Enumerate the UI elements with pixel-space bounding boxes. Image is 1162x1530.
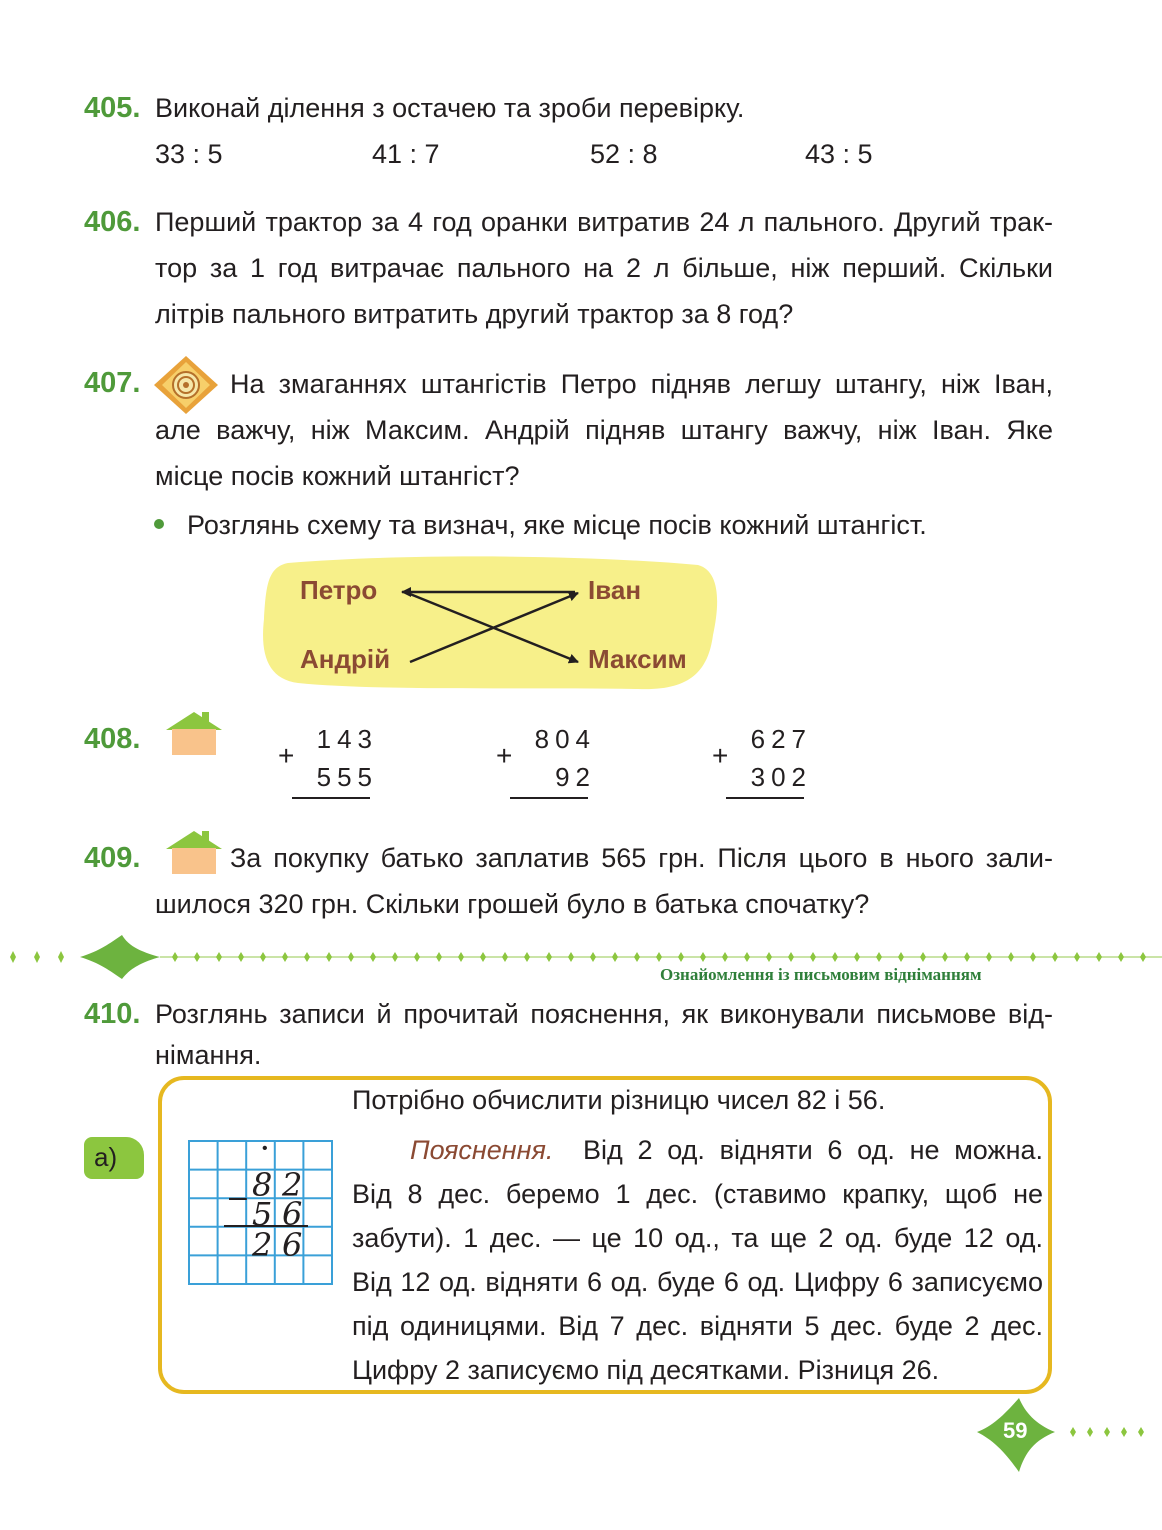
sum-addend: 627 [750,724,812,754]
task-410-number: 410. [84,998,141,1030]
plus-sign: + [278,740,295,771]
task-407-number: 407. [84,367,141,399]
sum-addend: 302 [750,762,812,792]
task-407-line: місце посів кожний штангіст? [155,461,520,491]
scheme-arrows [380,570,600,680]
sum-addend: 143 [316,724,378,754]
explanation-line: під одиницями. Від 7 дес. відняти 5 дес. буде 2 дес. [352,1311,1043,1341]
task-408-number: 408. [84,723,141,755]
sum-addend: 804 [534,724,596,754]
minuend-digit: 2 [282,1166,303,1204]
task-409-number: 409. [84,842,141,874]
house-icon [166,829,222,875]
scheme-label-maksym: Максим [588,644,687,674]
task-406-line: Перший трактор за 4 год оранки витратив 24 л пального. Другий трак- [155,207,1053,237]
explanation-label: Пояснення. [410,1135,554,1165]
borrow-dot: • [262,1140,268,1157]
task-407-line: але важчу, ніж Максим. Андрій підняв штангу важчу, ніж Іван. Яке [155,415,1053,445]
task-409-line: шилося 320 грн. Скільки грошей було в батька спочатку? [155,889,870,919]
task-405-example: 43 : 5 [805,139,873,169]
result-digit: 6 [282,1226,303,1264]
box-title: Потрібно обчислити різницю чисел 82 і 56. [352,1085,886,1115]
task-405-example: 41 : 7 [372,139,440,169]
task-407-bullet-text: Розглянь схему та визнач, яке місце посів кожний штангіст. [187,510,927,540]
sum-underline [726,797,804,799]
section-title: Ознайомлення із письмовим відніманням [660,965,982,984]
plus-sign: + [712,740,729,771]
explanation-line: Від 2 од. відняти 6 од. не можна. [583,1135,1043,1165]
minuend-digit: 8 [252,1166,273,1204]
part-label: а) [94,1142,118,1172]
task-410-line: німання. [155,1040,262,1070]
house-icon [166,710,222,756]
explanation-line: Від 8 дес. беремо 1 дес. (ставимо крапку, щоб не [352,1179,1043,1209]
task-406-line: літрів пального витратить другий трактор за 8 год? [155,299,794,329]
part-label-badge [84,1137,144,1179]
scheme-label-ivan: Іван [588,575,642,605]
subtrahend-digit: 5 [252,1195,273,1233]
subtrahend-digit: 6 [282,1195,303,1233]
sum-addend: 92 [555,762,596,792]
section-divider [0,935,1162,991]
explanation-line: Цифру 2 записуємо під десятками. Різниця 26. [352,1355,940,1385]
sum-underline [510,797,588,799]
explanation-line: Від 12 од. відняти 6 од. буде 6 од. Цифру 6 записуємо [352,1267,1043,1297]
task-409-line: За покупку батько заплатив 565 грн. Після цього в нього зали- [230,843,1053,873]
task-405-example: 33 : 5 [155,139,223,169]
page-number: 59 [1003,1418,1028,1443]
task-406-line: тор за 1 год витрачає пального на 2 л більше, ніж перший. Скільки [155,253,1053,283]
scheme-label-andrii: Андрій [300,644,391,674]
sum-addend: 555 [316,762,378,792]
minus-sign: – [229,1178,247,1214]
plus-sign: + [496,740,513,771]
task-407-line: На змаганнях штангістів Петро підняв легшу штангу, ніж Іван, [230,369,1053,399]
explanation-line: забути). 1 дес. — це 10 од., та ще 2 од. буде 12 од. [352,1223,1043,1253]
task-406-number: 406. [84,206,141,238]
scheme-label-petro: Петро [300,575,378,605]
sum-underline [292,797,370,799]
target-icon [152,354,220,416]
task-405-example: 52 : 8 [590,139,658,169]
result-digit: 2 [252,1226,273,1264]
task-405-text: Виконай ділення з остачею та зроби перевірку. [155,93,745,123]
task-405-number: 405. [84,92,141,124]
task-410-line: Розглянь записи й прочитай пояснення, як виконували письмове від- [155,999,1053,1029]
bullet-dot [154,519,164,529]
